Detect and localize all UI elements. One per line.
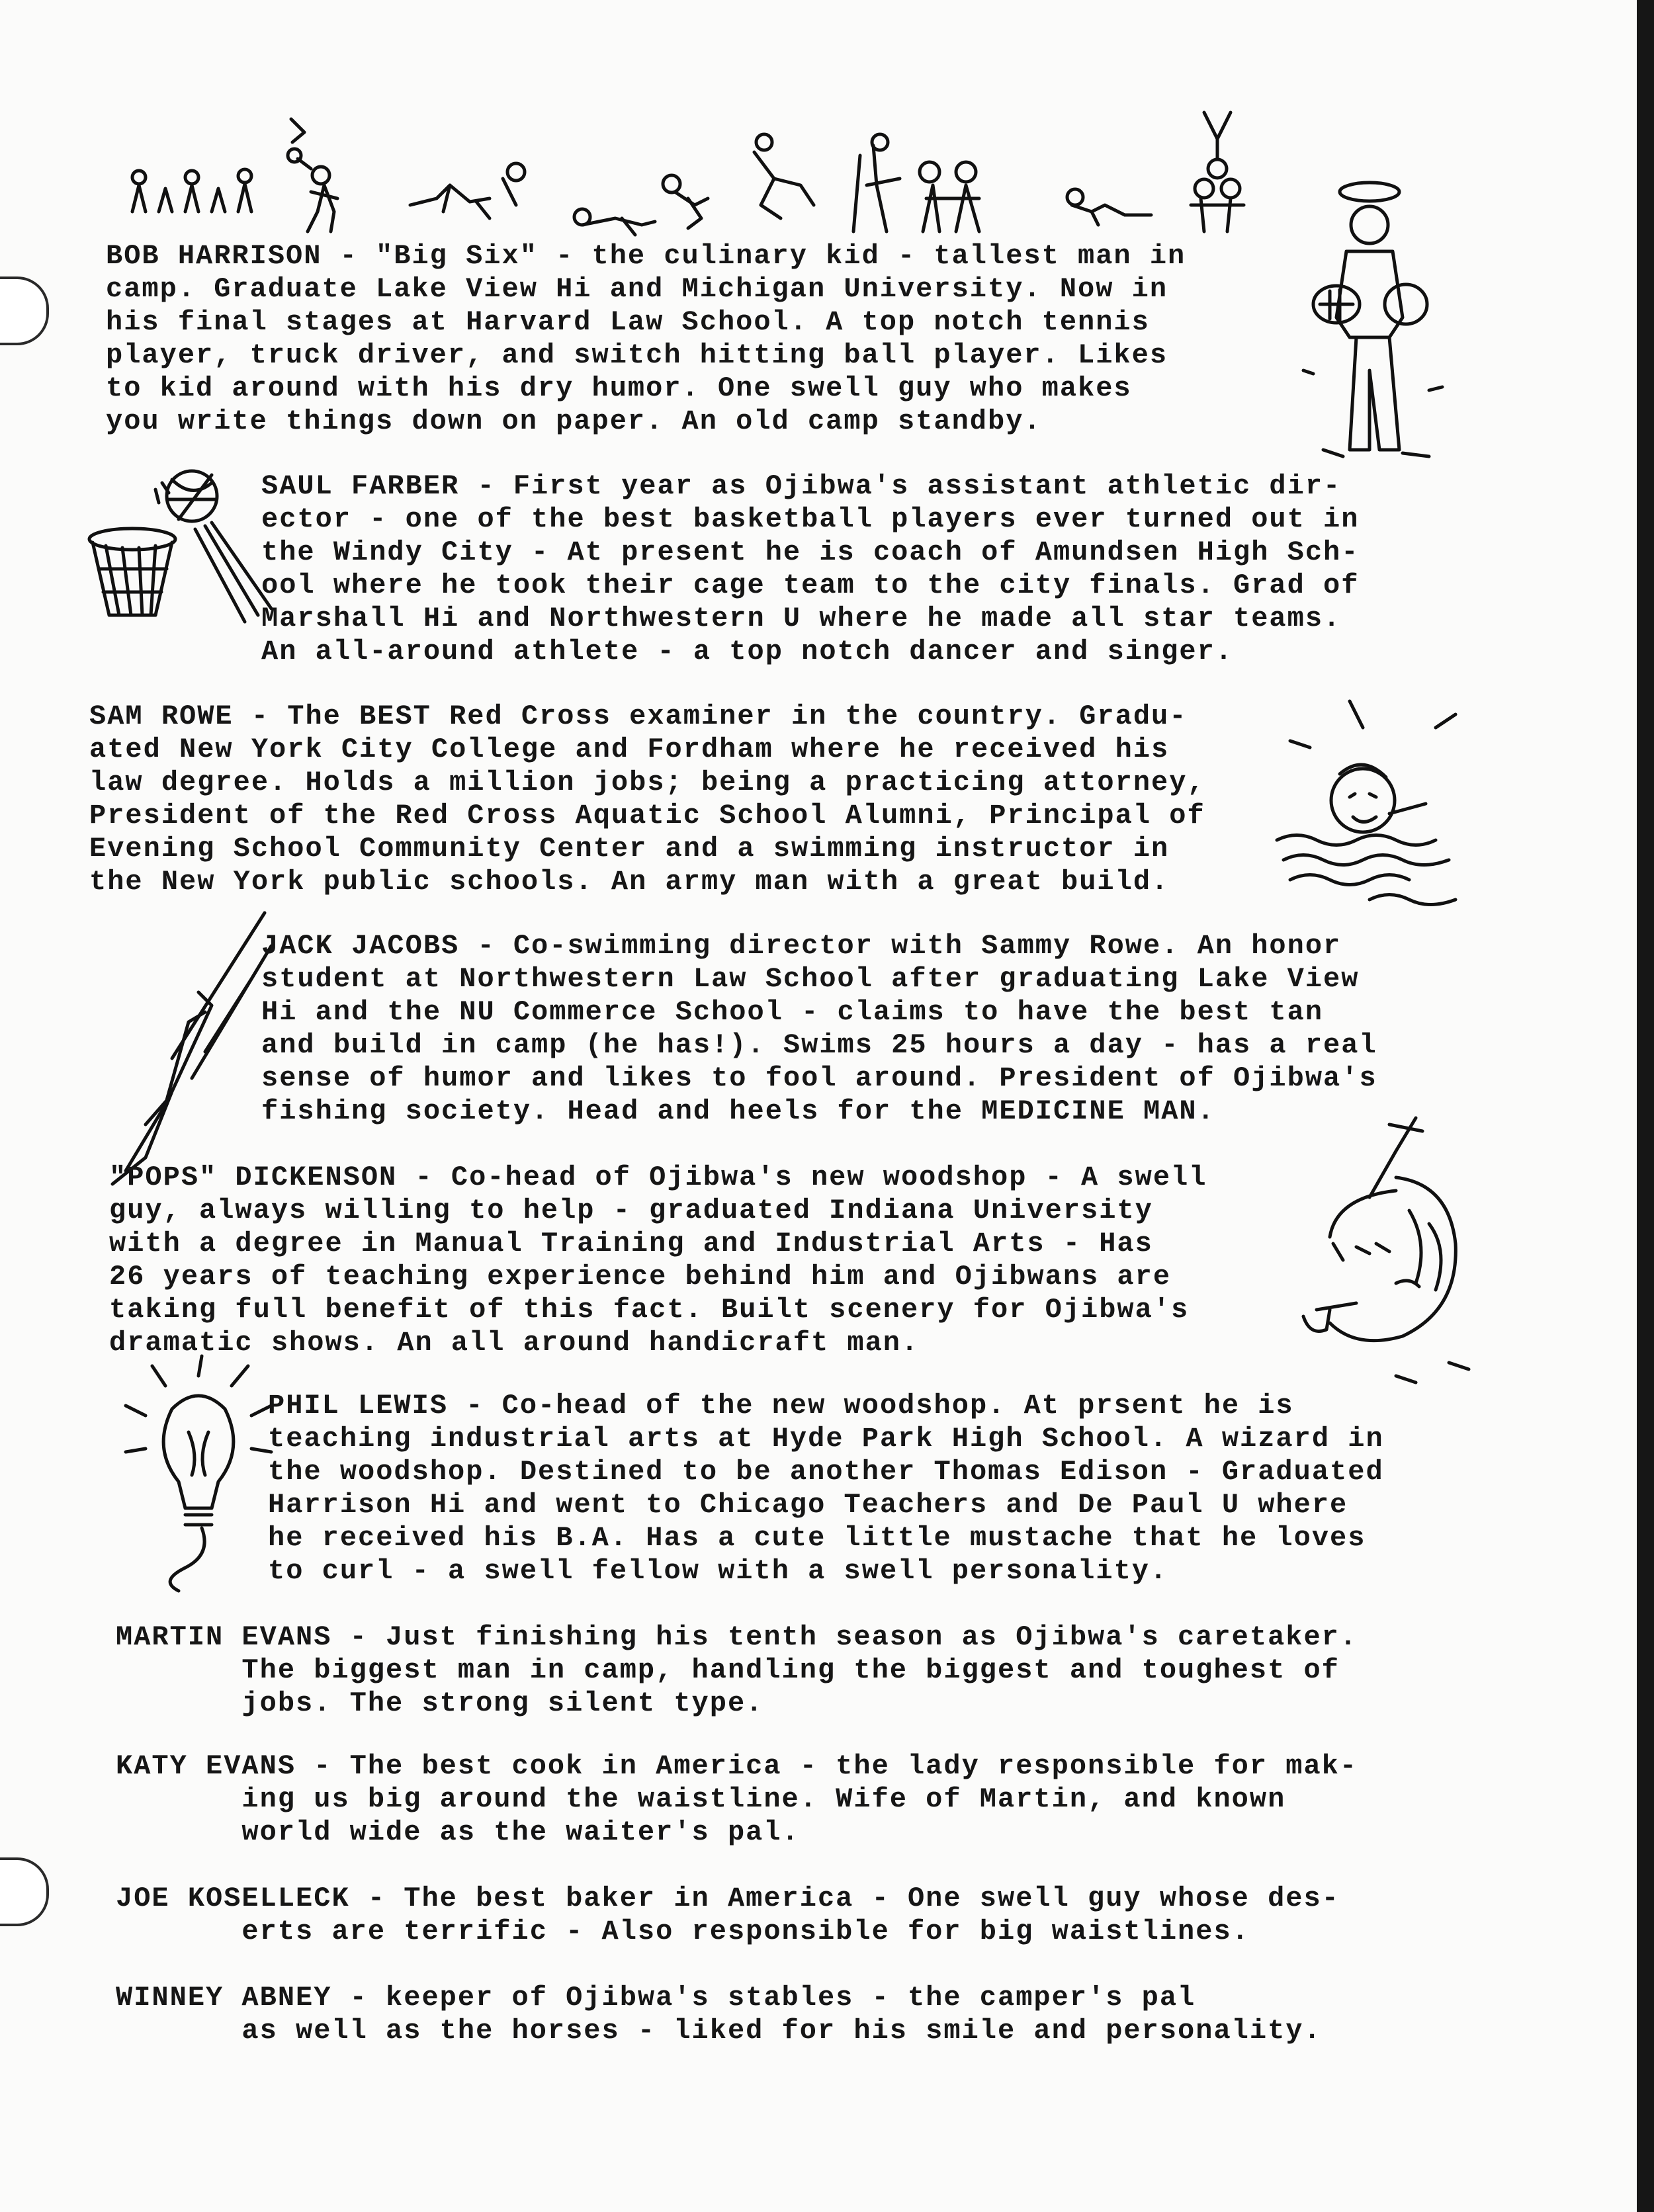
bio-line: SAM ROWE - The BEST Red Cross examiner in the country. Gradu- (89, 701, 1188, 732)
bio-line: An all-around athlete - a top notch dancer and singer. (261, 636, 1234, 667)
bio-line: Harrison Hi and went to Chicago Teachers and De Paul U where (268, 1489, 1348, 1521)
bio-line: BOB HARRISON - "Big Six" - the culinary kid - tallest man in (106, 240, 1186, 272)
bio-line: you write things down on paper. An old camp standby. (106, 405, 1042, 437)
bio-line: his final stages at Harvard Law School. A top notch tennis (106, 306, 1150, 338)
punch-hole-bottom (0, 1857, 49, 1926)
bio-line: 26 years of teaching experience behind him and Ojibwans are (109, 1261, 1172, 1293)
bio-line: Evening School Community Center and a swimming instructor in (89, 833, 1170, 865)
figure-group-2 (288, 119, 337, 232)
bio-joe-koselleck (116, 1882, 1492, 1948)
bio-line: Marshall Hi and Northwestern U where he made all star teams. (261, 603, 1342, 634)
punch-hole-top (0, 276, 49, 345)
bio-line: erts are terrific - Also responsible for big waistlines. (116, 1916, 1250, 1947)
bio-line: camp. Graduate Lake View Hi and Michigan University. Now in (106, 273, 1168, 305)
bio-line: fishing society. Head and heels for the MEDICINE MAN. (261, 1095, 1215, 1127)
bio-line: to curl - a swell fellow with a swell personality. (268, 1555, 1168, 1587)
figure-group-7 (1067, 189, 1151, 225)
figure-group-6 (853, 134, 979, 232)
bio-line: the New York public schools. An army man with a great build. (89, 866, 1170, 898)
bio-line: The biggest man in camp, handling the biggest and toughest of (116, 1654, 1340, 1686)
bio-line: ector - one of the best basketball players ever turned out in (261, 503, 1360, 535)
bio-line: ool where he took their cage team to the city finals. Grad of (261, 570, 1360, 601)
figure-group-8 (1191, 112, 1244, 232)
bio-line: the woodshop. Destined to be another Thomas Edison - Graduated (268, 1456, 1384, 1488)
bio-jack-jacobs (261, 929, 1479, 1128)
bio-line: jobs. The strong silent type. (116, 1687, 764, 1719)
figure-group-5 (754, 134, 814, 218)
bio-martin-evans (116, 1621, 1492, 1720)
scan-edge (1637, 0, 1654, 2212)
bio-line: as well as the horses - liked for his smile and personality. (116, 2015, 1322, 2047)
bio-line: WINNEY ABNEY - keeper of Ojibwa's stables - the camper's pal (116, 1982, 1196, 2014)
bio-line: law degree. Holds a million jobs; being a practicing attorney, (89, 767, 1205, 798)
diver (106, 906, 278, 1184)
bio-line: taking full benefit of this fact. Built scenery for Ojibwa's (109, 1294, 1190, 1326)
bio-line: with a degree in Manual Training and Industrial Arts - Has (109, 1228, 1153, 1259)
bio-line: SAUL FARBER - First year as Ojibwa's assistant athletic dir- (261, 470, 1342, 502)
bio-line: "POPS" DICKENSON - Co-head of Ojibwa's new woodshop - A swell (109, 1162, 1207, 1193)
figure-group-1 (132, 169, 251, 212)
bio-line: sense of humor and likes to fool around. President of Ojibwa's (261, 1062, 1377, 1094)
bio-line: Hi and the NU Commerce School - claims to have the best tan (261, 996, 1324, 1028)
bio-line: PHIL LEWIS - Co-head of the new woodshop. At prsent he is (268, 1390, 1294, 1422)
bio-winney-abney (116, 1981, 1492, 2047)
bio-line: ing us big around the waistline. Wife of Martin, and known (116, 1783, 1286, 1815)
bio-line: President of the Red Cross Aquatic School Alumni, Principal of (89, 800, 1205, 831)
bio-katy-evans (116, 1750, 1492, 1849)
bio-bob-harrison (106, 239, 1297, 438)
bio-line: JACK JACOBS - Co-swimming director with Sammy Rowe. An honor (261, 930, 1342, 962)
bio-line: ated New York City College and Fordham where he received his (89, 734, 1170, 765)
bio-sam-rowe (89, 700, 1293, 898)
bio-line: teaching industrial arts at Hyde Park High School. A wizard in (268, 1423, 1384, 1455)
bio-line: MARTIN EVANS - Just finishing his tenth season as Ojibwa's caretaker. (116, 1621, 1358, 1653)
pipe-smoker (1277, 1111, 1475, 1389)
bio-line: dramatic shows. An all around handicraft man. (109, 1327, 920, 1359)
basketball-hoop (79, 463, 278, 635)
bio-line: guy, always willing to help - graduated Indiana University (109, 1195, 1153, 1226)
bio-phil-lewis (268, 1389, 1485, 1588)
bio-pops-dickenson (109, 1161, 1287, 1359)
bio-line: to kid around with his dry humor. One swell guy who makes (106, 372, 1132, 404)
swimmer-in-waves (1270, 688, 1482, 913)
bio-line: JOE KOSELLECK - The best baker in America - One swell guy whose des- (116, 1883, 1340, 1914)
figure-group-4 (574, 175, 708, 235)
bio-line: player, truck driver, and switch hitting ball player. Likes (106, 339, 1168, 371)
bio-line: KATY EVANS - The best cook in America - the lady responsible for mak- (116, 1750, 1358, 1782)
stick-figure-frieze (119, 106, 1297, 238)
bio-line: world wide as the waiter's pal. (116, 1816, 800, 1848)
bio-line: student at Northwestern Law School after graduating Lake View (261, 963, 1360, 995)
bio-saul-farber (261, 470, 1479, 668)
bio-line: and build in camp (he has!). Swims 25 hours a day - has a real (261, 1029, 1377, 1061)
light-bulb (119, 1356, 278, 1594)
bio-line: the Windy City - At present he is coach of Amundsen High Sch- (261, 536, 1360, 568)
tall-chef-with-halo (1297, 172, 1456, 476)
bio-line: he received his B.A. Has a cute little mustache that he loves (268, 1522, 1366, 1554)
figure-group-3 (410, 163, 525, 218)
